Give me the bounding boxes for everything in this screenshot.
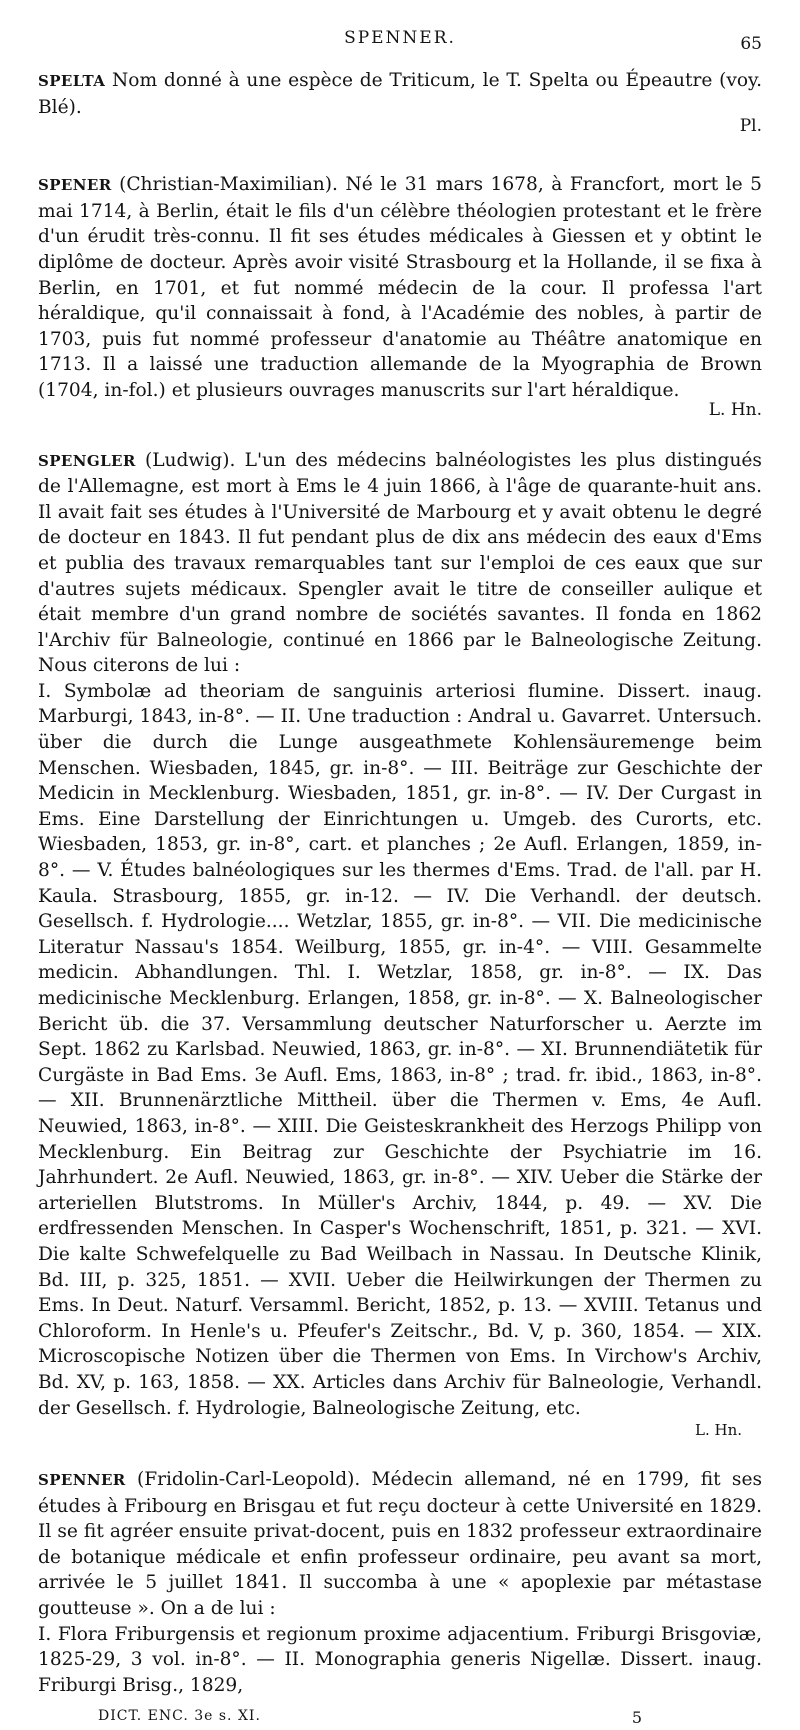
entry-body (38, 1467, 762, 1622)
entry-headword: SPENNER (38, 1471, 126, 1490)
entry-text: (Fridolin-Carl-Leopold). Médecin allemand, né en 1799, fit ses études à Fribourg en Brisgau et fut reçu docteur à cette Université en 1829. Il se fit agréer ensuite privat-docent, puis en 1832 professeur extraordinaire de botanique médicale et enfin professeur ordinaire, peu avant sa mort, arrivée le 5 juillet 1841. Il succomba à une « apoplexie par métastase goutteuse ». On a de lui : (38, 1469, 762, 1620)
footer-signature-mark: 5 (631, 1708, 642, 1728)
entry-bibliography: I. Flora Friburgensis et regionum proxime adjacentium. Friburgi Brisgoviæ, 1825-29, 3 vol. in-8°. — II. Monographia generis Nigellæ. Dissert. inaug. Friburgi Brisg., 1829, (38, 1623, 762, 1696)
entry-text: Nom donné à une espèce de Triticum, le T. Spelta ou Épeautre (voy. Blé). (38, 70, 762, 118)
entry-body (38, 448, 762, 679)
entry-text: (Ludwig). L'un des médecins balnéologistes les plus distingués de l'Allemagne, est mort à Ems le 4 juin 1866, à l'âge de quarante-huit ans. Il avait fait ses études à l'Université de Marbourg et y avait obtenu le degré de docteur en 1843. Il fut pendant plus de dix ans médecin des eaux d'Ems et publia des travaux remarquables tant sur l'emploi de ces eaux que sur d'autres sujets médicaux. Spengler avait le titre de conseiller aulique et était membre d'un grand nombre de sociétés savantes. Il fonda en 1862 l'Archiv für Balneologie, continué en 1866 par le Balneologische Zeitung. Nous citerons de lui : (38, 449, 762, 677)
entry-headword: SPENGLER (38, 451, 136, 470)
page-number: 65 (740, 34, 762, 54)
entry-signature: L. Hn. (708, 399, 762, 420)
entry-spengler (38, 448, 762, 1440)
entry-spelta (38, 68, 762, 136)
entry-headword: SPENER (38, 176, 112, 195)
running-head (38, 28, 762, 58)
running-title: SPENNER. (344, 28, 456, 48)
footer-series: DICT. ENC. 3e s. XI. (98, 1708, 261, 1725)
entry-signature: Pl. (739, 116, 762, 137)
entry-signature: L. Hn. (694, 1421, 742, 1440)
entry-body (38, 68, 762, 120)
entry-body (38, 172, 762, 403)
page-footer (38, 1708, 762, 1730)
entry-spener (38, 172, 762, 419)
entry-headword: SPELTA (38, 72, 106, 90)
entry-bibliography: I. Symbolæ ad theoriam de sanguinis arteriosi flumine. Dissert. inaug. Marburgi, 1843, in-8°. — II. Une traduction : Andral u. Gavarret. Untersuch. über die durch die Lunge ausgeathmete Kohlensäuremenge beim Menschen. Wiesbaden, 1845, gr. in-8°. — III. Beiträge zur Geschichte der Medicin in Mecklenburg. Wiesbaden, 1851, gr. in-8°. — IV. Der Curgast in Ems. Eine Darstellung der Einrichtungen u. Umgeb. des Curorts, etc. Wiesbaden, 1853, gr. in-8°, cart. et planches ; 2e Aufl. Erlangen, 1859, in-8°. — V. Études balnéologiques sur les thermes d'Ems. Trad. de l'all. par H. Kaula. Strasbourg, 1855, gr. in-12. — IV. Die Verhandl. der deutsch. Gesellsch. f. Hydrologie.... Wetzlar, 1855, gr. in-8°. — VII. Die medicinische Literatur Nassau's 1854. Weilburg, 1855, gr. in-4°. — VIII. Gesammelte medicin. Abhandlungen. Thl. I. Wetzlar, 1858, gr. in-8°. — IX. Das medicinische Mecklenburg. Erlangen, 1858, gr. in-8°. — X. Balneologischer Bericht üb. die 37. Versammlung deutscher Naturforscher u. Aerzte im Sept. 1862 zu Karlsbad. Neuwied, 1863, gr. in-8°. — XI. Brunnendiätetik für Curgäste in Bad Ems. 3e Aufl. Ems, 1863, in-8° ; trad. fr. ibid., 1863, in-8°. — XII. Brunnenärztliche Mittheil. über die Thermen v. Ems, 4e Aufl. Neuwied, 1863, in-8°. — XIII. Die Geisteskrankheit des Herzogs Philipp von Mecklenburg. Ein Beitrag zur Geschichte der Psychiatrie im 16. Jahrhundert. 2e Aufl. Neuwied, 1863, gr. in-8°. — XIV. Ueber die Stärke der arteriellen Blutstroms. In Müller's Archiv, 1844, p. 49. — XV. Die erdfressenden Menschen. In Casper's Wochenschrift, 1851, p. 321. — XVI. Die kalte Schwefelquelle zu Bad Weilbach in Nassau. In Deutsche Klinik, Bd. III, p. 325, 1851. — XVII. Ueber die Heilwirkungen der Thermen zu Ems. In Deut. Naturf. Versamml. Bericht, 1852, p. 13. — XVIII. Tetanus und Chloroform. In Henle's u. Pfeufer's Zeitschr., Bd. V, p. 360, 1854. — XIX. Microscopische Notizen über die Thermen von Ems. In Virchow's Archiv, Bd. XV, p. 163, 1858. — XX. Articles dans Archiv für Balneologie, Verhandl. der Gesellsch. f. Hydrologie, Balneologische Zeitung, etc. (38, 680, 762, 1419)
entry-spenner (38, 1467, 762, 1698)
entry-text: (Christian-Maximilian). Né le 31 mars 1678, à Francfort, mort le 5 mai 1714, à Berlin, était le fils d'un célèbre théologien protestant et le frère d'un érudit très-connu. Il fit ses études médicales à Giessen et y obtint le diplôme de docteur. Après avoir visité Strasbourg et la Hollande, il se fixa à Berlin, en 1701, et fut nommé médecin de la cour. Il professa l'art héraldique, qu'il connaissait à fond, à l'Académie des nobles, à partir de 1703, puis fut nommé professeur d'anatomie au Théâtre anatomique en 1713. Il a laissé une traduction allemande de la Myographia de Brown (1704, in-fol.) et plusieurs ouvrages manuscrits sur l'art héraldique. (38, 174, 762, 401)
